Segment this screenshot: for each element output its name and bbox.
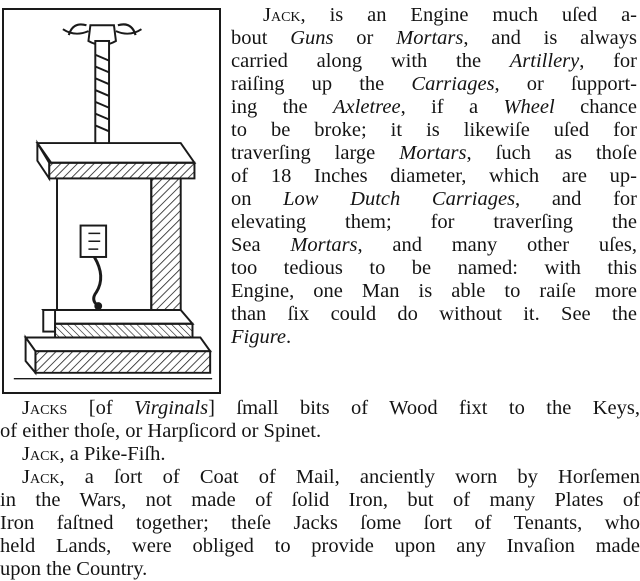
entry-line bbox=[231, 142, 637, 165]
entry-text: too tedious to be named: with this bbox=[231, 257, 637, 279]
entry-text: carried along with the bbox=[231, 50, 510, 72]
entry-text: , ſuch as thoſe bbox=[466, 142, 637, 164]
italic-term: Carriages bbox=[411, 73, 495, 95]
entry-line bbox=[231, 119, 637, 142]
entry-line bbox=[231, 234, 637, 257]
entry-line bbox=[231, 50, 637, 73]
italic-term: Mortars bbox=[399, 142, 467, 164]
entry-line bbox=[231, 73, 637, 96]
italic-term: Axletree bbox=[333, 96, 401, 118]
jacks-virginals-entry bbox=[0, 397, 640, 443]
italic-term: Mortars bbox=[396, 27, 464, 49]
entry-line bbox=[231, 257, 637, 280]
italic-term: Mortars bbox=[290, 234, 358, 256]
jack-engine-illustration bbox=[2, 8, 221, 394]
entry-line bbox=[0, 443, 640, 466]
entry-text: Engine, one Man is able to raiſe more bbox=[231, 280, 637, 302]
entry-line bbox=[231, 280, 637, 303]
entry-line: Iron faſtned together; theſe Jacks ſome ſort of Tenants, who bbox=[0, 512, 640, 534]
entry-text: , a ſort of Coat of Mail, anciently worn by Horſemen bbox=[59, 466, 640, 488]
entry-text: . bbox=[286, 326, 292, 348]
entry-text: on bbox=[231, 188, 284, 210]
entry-text: elevating them; for traverſing the bbox=[231, 211, 637, 233]
entry-text: or bbox=[333, 27, 397, 49]
entry-text: , a Pike-Fiſh. bbox=[59, 443, 166, 465]
entry-text: raiſing up the bbox=[231, 73, 412, 95]
entry-line bbox=[0, 397, 640, 420]
entry-text: than ſix could do without it. See the bbox=[231, 303, 637, 325]
entry-line bbox=[231, 27, 637, 50]
jack-mail-entry bbox=[0, 466, 640, 581]
entry-line bbox=[231, 303, 637, 326]
entry-line: upon the Country. bbox=[0, 558, 148, 580]
entry-line bbox=[231, 326, 637, 349]
entry-text: ] ſmall bits of Wood fixt to the Keys, bbox=[208, 397, 640, 419]
italic-term: Virginals bbox=[134, 397, 209, 419]
entry-text: bout bbox=[231, 27, 291, 49]
headword: Jack bbox=[22, 466, 60, 488]
jack-pike-entry bbox=[0, 443, 640, 466]
entry-line: of either thoſe, or Harpſicord or Spinet. bbox=[0, 420, 322, 442]
entry-text: chance bbox=[554, 96, 638, 118]
entry-text: , if a bbox=[400, 96, 504, 118]
entry-line: in the Wars, not made of ſolid Iron, but of many Plates of bbox=[0, 489, 640, 511]
entry-text: Sea bbox=[231, 234, 291, 256]
entry-text: , or ſupport- bbox=[494, 73, 638, 95]
entry-text: , and many other uſes, bbox=[357, 234, 637, 256]
entry-text: of 18 Inches diameter, which are up- bbox=[231, 165, 637, 187]
jack-engine-entry bbox=[231, 4, 637, 349]
italic-term: Low Dutch Carriages bbox=[283, 188, 516, 210]
entry-text: [of bbox=[67, 397, 135, 419]
entry-text: ing the bbox=[231, 96, 334, 118]
jack-engine-engraving bbox=[4, 10, 219, 392]
headword: Jacks bbox=[22, 397, 68, 419]
entry-line: held Lands, were obliged to provide upon any Invaſion made bbox=[0, 535, 640, 557]
entry-line bbox=[0, 466, 640, 489]
entry-line bbox=[231, 96, 637, 119]
entry-text: to be broke; it is likewiſe uſed for bbox=[231, 119, 637, 141]
entry-line bbox=[231, 211, 637, 234]
italic-term: Guns bbox=[290, 27, 334, 49]
entry-line bbox=[231, 188, 637, 211]
italic-term: Wheel bbox=[503, 96, 555, 118]
entry-text: , for bbox=[579, 50, 637, 72]
headword: Jack bbox=[263, 4, 301, 26]
italic-term: Figure bbox=[231, 326, 287, 348]
entry-line bbox=[231, 4, 637, 27]
italic-term: Artillery bbox=[509, 50, 580, 72]
entry-text: , is an Engine much uſed a- bbox=[300, 4, 637, 26]
headword: Jack bbox=[22, 443, 60, 465]
entry-text: traverſing large bbox=[231, 142, 400, 164]
entry-text: , and is always bbox=[463, 27, 637, 49]
entry-line bbox=[231, 165, 637, 188]
entry-text: , and for bbox=[515, 188, 637, 210]
